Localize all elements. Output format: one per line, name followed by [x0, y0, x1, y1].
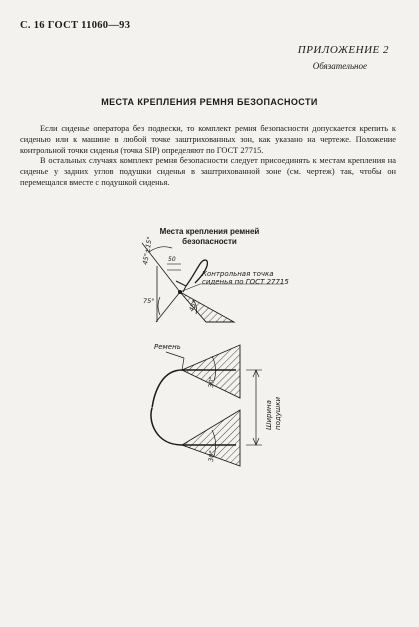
- belt-label: Ремень: [154, 343, 181, 351]
- angle-30-top-label: 30°: [207, 375, 216, 389]
- cushion-width-label: Ширина: [265, 400, 273, 430]
- control-point-marker: [178, 290, 182, 294]
- angle-30-bottom-label: 30°: [207, 449, 216, 463]
- hatched-zone-top: [182, 345, 240, 398]
- figure-caption-line: безопасности: [182, 237, 237, 246]
- figure-caption-line: Места крепления ремней: [159, 227, 260, 236]
- top-view: [151, 345, 262, 466]
- control-point-label: Контрольная точка: [202, 270, 274, 278]
- angle-75-label: 75°: [143, 297, 155, 305]
- dim-50-label: 50: [168, 256, 176, 263]
- cushion-width-label: подушки: [274, 396, 282, 430]
- control-point-label: сиденья по ГОСТ 27715: [202, 278, 289, 286]
- section-title: МЕСТА КРЕПЛЕНИЯ РЕМНЯ БЕЗОПАСНОСТИ: [101, 97, 318, 107]
- paragraph: Если сиденье оператора без подвески, то комплект ремня безопасности допускается крепить к сиденью или к машине в любой точке заштрихованных зон, как указано на чертеже. Положение контрольной точки сиденья (точка SIP) определяют по ГОСТ 27715.: [20, 124, 396, 155]
- paragraph: В остальных случаях комплект ремня безопасности следует присоединять к местам крепления на сиденье у задних углов подушки сиденья в заштрихованной зоне (см. чертеж) так, чтобы он перемещался вместе с подушкой сиденья.: [20, 156, 396, 187]
- appendix-status: Обязательное: [312, 61, 367, 71]
- page-header: С. 16 ГОСТ 11060—93: [20, 20, 131, 31]
- angle-top-label: 45°±15°: [141, 235, 154, 266]
- angle-45-label: 45°: [187, 299, 199, 313]
- appendix-title: ПРИЛОЖЕНИЕ 2: [297, 44, 389, 56]
